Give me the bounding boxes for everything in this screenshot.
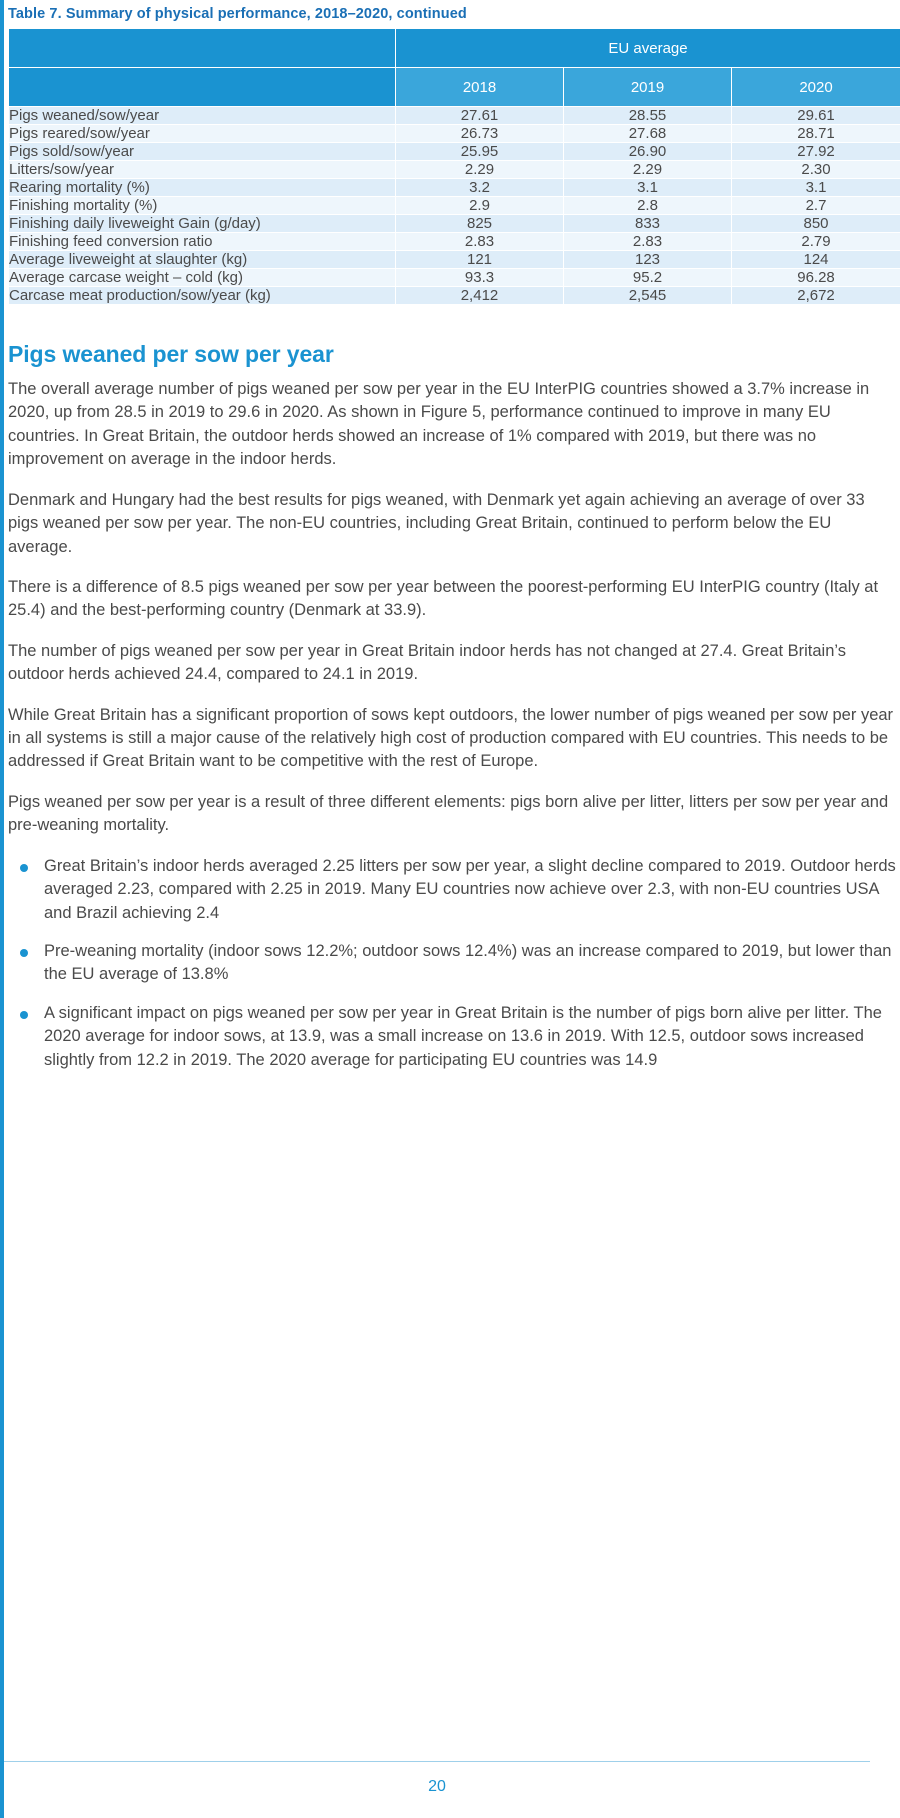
physical-performance-table (8, 28, 900, 305)
row-value-2019: 28.55 (564, 107, 732, 125)
row-value-2019: 27.68 (564, 125, 732, 143)
table-header-row-years (9, 68, 900, 107)
section-heading: Pigs weaned per sow per year (8, 341, 334, 367)
row-value-2018: 3.2 (396, 179, 564, 197)
body-paragraph: While Great Britain has a significant proportion of sows kept outdoors, the lower number of pigs weaned per sow per year in all systems is still a major cause of the relatively high cost of production compared with EU countries. This needs to be addressed if Great Britain want to be competitive with the rest of Europe. (8, 705, 894, 771)
body-paragraph: The number of pigs weaned per sow per year in Great Britain indoor herds has not changed at 27.4. Great Britain’s outdoor herds achieved 24.4, compared to 24.1 in 2019. (8, 641, 847, 684)
row-value-2018: 2.29 (396, 161, 564, 179)
list-item: A significant impact on pigs weaned per sow per year in Great Britain is the number of pigs born alive per litter. The 2020 average for indoor sows, at 13.9, was a small increase on 13.6 in 2019. With 12.5, outdoor sows increased slightly from 12.2 in 2019. The 2020 average for participating EU countries was 14.9 (8, 1002, 896, 1072)
row-value-2018: 27.61 (396, 107, 564, 125)
table-body (9, 107, 900, 305)
row-value-2019: 2.29 (564, 161, 732, 179)
body-paragraph: There is a difference of 8.5 pigs weaned per sow per year between the poorest-performing EU InterPIG country (Italy at 25.4) and the best-performing country (Denmark at 33.9). (8, 577, 879, 620)
row-value-2020: 2.7 (732, 197, 900, 215)
footer-divider (4, 1761, 870, 1762)
table-head (9, 29, 900, 107)
row-value-2019: 2.8 (564, 197, 732, 215)
row-value-2020: 2,672 (732, 287, 900, 305)
row-value-2020: 2.30 (732, 161, 900, 179)
row-label: Litters/sow/year (9, 161, 396, 179)
table-row (9, 179, 900, 197)
row-value-2020: 28.71 (732, 125, 900, 143)
table-row (9, 197, 900, 215)
row-label: Pigs weaned/sow/year (9, 107, 396, 125)
row-value-2020: 3.1 (732, 179, 900, 197)
table-row (9, 161, 900, 179)
list-item: Great Britain’s indoor herds averaged 2.25 litters per sow per year, a slight decline compared to 2019. Outdoor herds averaged 2.23, compared with 2.25 in 2019. Many EU countries now achieve over 2.3, with non-EU countries USA and Brazil achieving 2.4 (8, 855, 896, 925)
row-value-2019: 833 (564, 215, 732, 233)
row-label: Rearing mortality (%) (9, 179, 396, 197)
body-paragraph: The overall average number of pigs weaned per sow per year in the EU InterPIG countries showed a 3.7% increase in 2020, up from 28.5 in 2019 to 29.6 in 2020. As shown in Figure 5, performance continued to improve in many EU countries. In Great Britain, the outdoor herds showed an increase of 1% compared with 2019, but there was no improvement on average in the indoor herds. (8, 380, 870, 469)
bullet-list (8, 855, 896, 1072)
row-value-2018: 825 (396, 215, 564, 233)
table-row (9, 125, 900, 143)
table-row (9, 143, 900, 161)
table-row (9, 251, 900, 269)
row-value-2020: 27.92 (732, 143, 900, 161)
page-number: 20 (428, 1778, 446, 1795)
list-item: Pre-weaning mortality (indoor sows 12.2%; outdoor sows 12.4%) was an increase compared to 2019, but lower than the EU average of 13.8% (8, 940, 896, 987)
row-label: Finishing feed conversion ratio (9, 233, 396, 251)
row-value-2020: 124 (732, 251, 900, 269)
page-left-accent-rule (0, 0, 4, 1818)
row-value-2020: 96.28 (732, 269, 900, 287)
row-value-2019: 2,545 (564, 287, 732, 305)
row-value-2019: 3.1 (564, 179, 732, 197)
row-value-2019: 123 (564, 251, 732, 269)
row-label: Pigs reared/sow/year (9, 125, 396, 143)
row-value-2018: 93.3 (396, 269, 564, 287)
table-header-year-2020: 2020 (732, 68, 900, 107)
row-label: Average liveweight at slaughter (kg) (9, 251, 396, 269)
row-value-2018: 2.9 (396, 197, 564, 215)
table-row (9, 233, 900, 251)
body-paragraph: Denmark and Hungary had the best results for pigs weaned, with Denmark yet again achieving an average of over 33 pigs weaned per sow per year. The non-EU countries, including Great Britain, continued to perform below the EU average. (8, 490, 865, 556)
table-row (9, 269, 900, 287)
row-value-2018: 121 (396, 251, 564, 269)
row-label: Carcase meat production/sow/year (kg) (9, 287, 396, 305)
table-row (9, 215, 900, 233)
table-header-year-2019: 2019 (564, 68, 732, 107)
table-header-year-2018: 2018 (396, 68, 564, 107)
table-row (9, 107, 900, 125)
table-header-blank-cell-2 (9, 68, 396, 107)
row-value-2019: 2.83 (564, 233, 732, 251)
table-row (9, 287, 900, 305)
row-label: Pigs sold/sow/year (9, 143, 396, 161)
row-label: Finishing mortality (%) (9, 197, 396, 215)
table-header-row-group (9, 29, 900, 68)
table-header-eu-average: EU average (396, 29, 900, 68)
row-value-2018: 26.73 (396, 125, 564, 143)
row-value-2020: 850 (732, 215, 900, 233)
row-value-2018: 2,412 (396, 287, 564, 305)
row-value-2018: 25.95 (396, 143, 564, 161)
body-paragraph: Pigs weaned per sow per year is a result of three different elements: pigs born alive per litter, litters per sow per year and pre-weaning mortality. (8, 792, 889, 835)
page-footer (4, 1761, 870, 1796)
row-value-2018: 2.83 (396, 233, 564, 251)
row-value-2020: 29.61 (732, 107, 900, 125)
row-label: Average carcase weight – cold (kg) (9, 269, 396, 287)
table-caption: Table 7. Summary of physical performance, 2018–2020, continued (8, 6, 467, 22)
row-label: Finishing daily liveweight Gain (g/day) (9, 215, 396, 233)
table-header-blank-cell (9, 29, 396, 68)
row-value-2019: 26.90 (564, 143, 732, 161)
row-value-2020: 2.79 (732, 233, 900, 251)
row-value-2019: 95.2 (564, 269, 732, 287)
